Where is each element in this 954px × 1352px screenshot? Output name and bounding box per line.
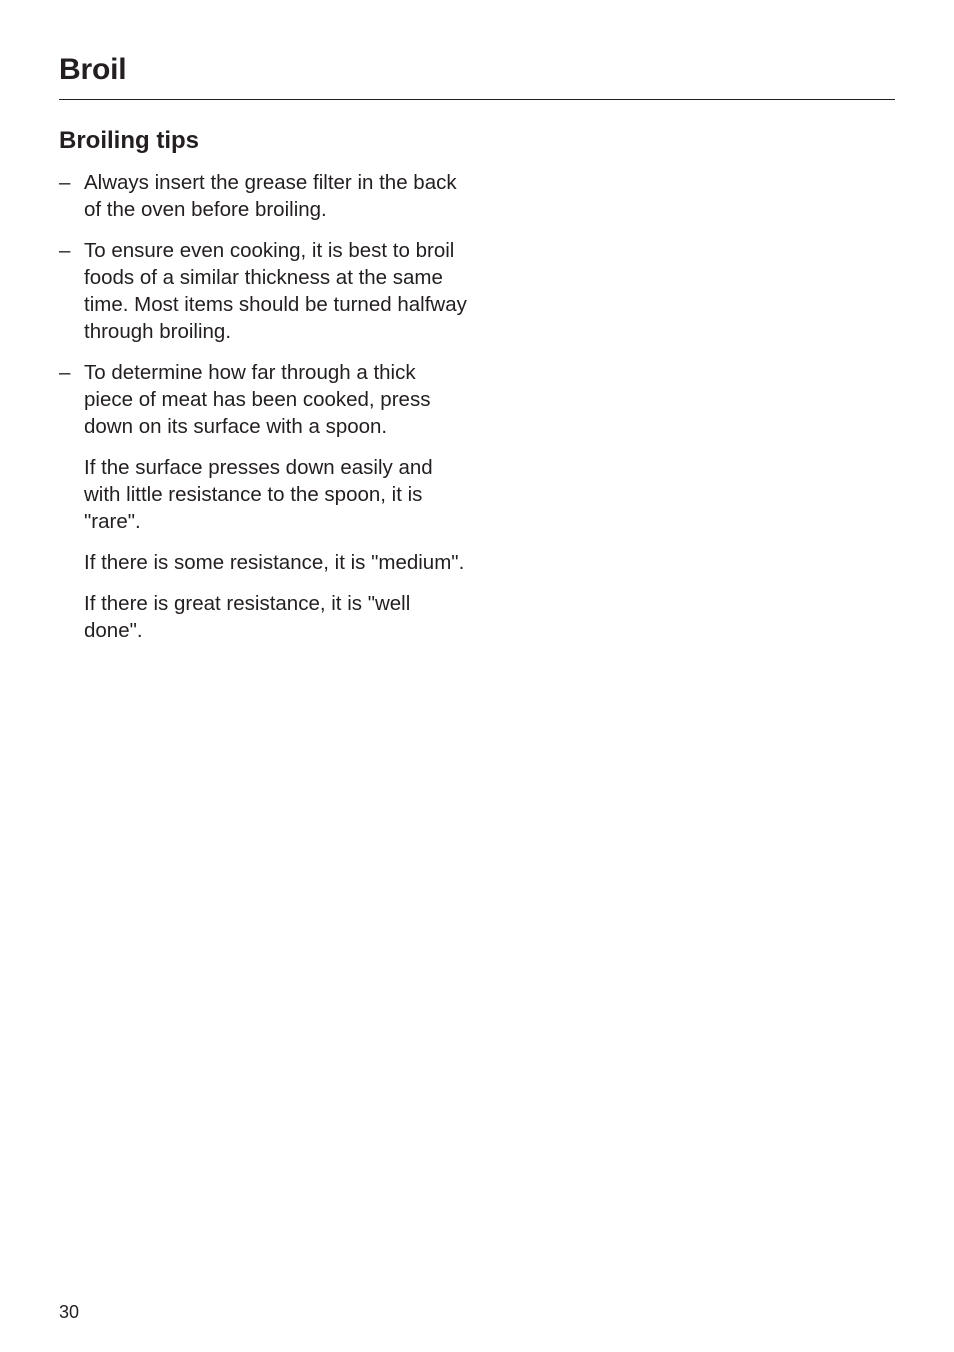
title-divider (59, 99, 895, 100)
tip-text: To determine how far through a thick piece of meat has been cooked, press down on its surface with a spoon. (84, 361, 431, 438)
tip-item (59, 169, 469, 223)
tip-item (59, 237, 469, 345)
doneness-note-rare: If the surface presses down easily and with little resistance to the spoon, it is "rare". (84, 456, 433, 533)
tip-text: Always insert the grease filter in the back of the oven before broiling. (84, 171, 457, 221)
bullet-dash: – (59, 171, 71, 194)
page-number: 30 (59, 1302, 80, 1322)
page-title: Broil (59, 53, 127, 86)
bullet-dash: – (59, 361, 71, 384)
doneness-note-well-done: If there is great resistance, it is "well done". (84, 592, 411, 642)
tips-content (59, 169, 469, 658)
bullet-dash: – (59, 239, 71, 262)
tip-item (59, 359, 469, 440)
tip-text: To ensure even cooking, it is best to broil foods of a similar thickness at the same time. Most items should be turned halfway through broiling. (84, 239, 467, 343)
section-heading: Broiling tips (59, 127, 199, 154)
doneness-note-medium: If there is some resistance, it is "medium". (84, 551, 465, 574)
